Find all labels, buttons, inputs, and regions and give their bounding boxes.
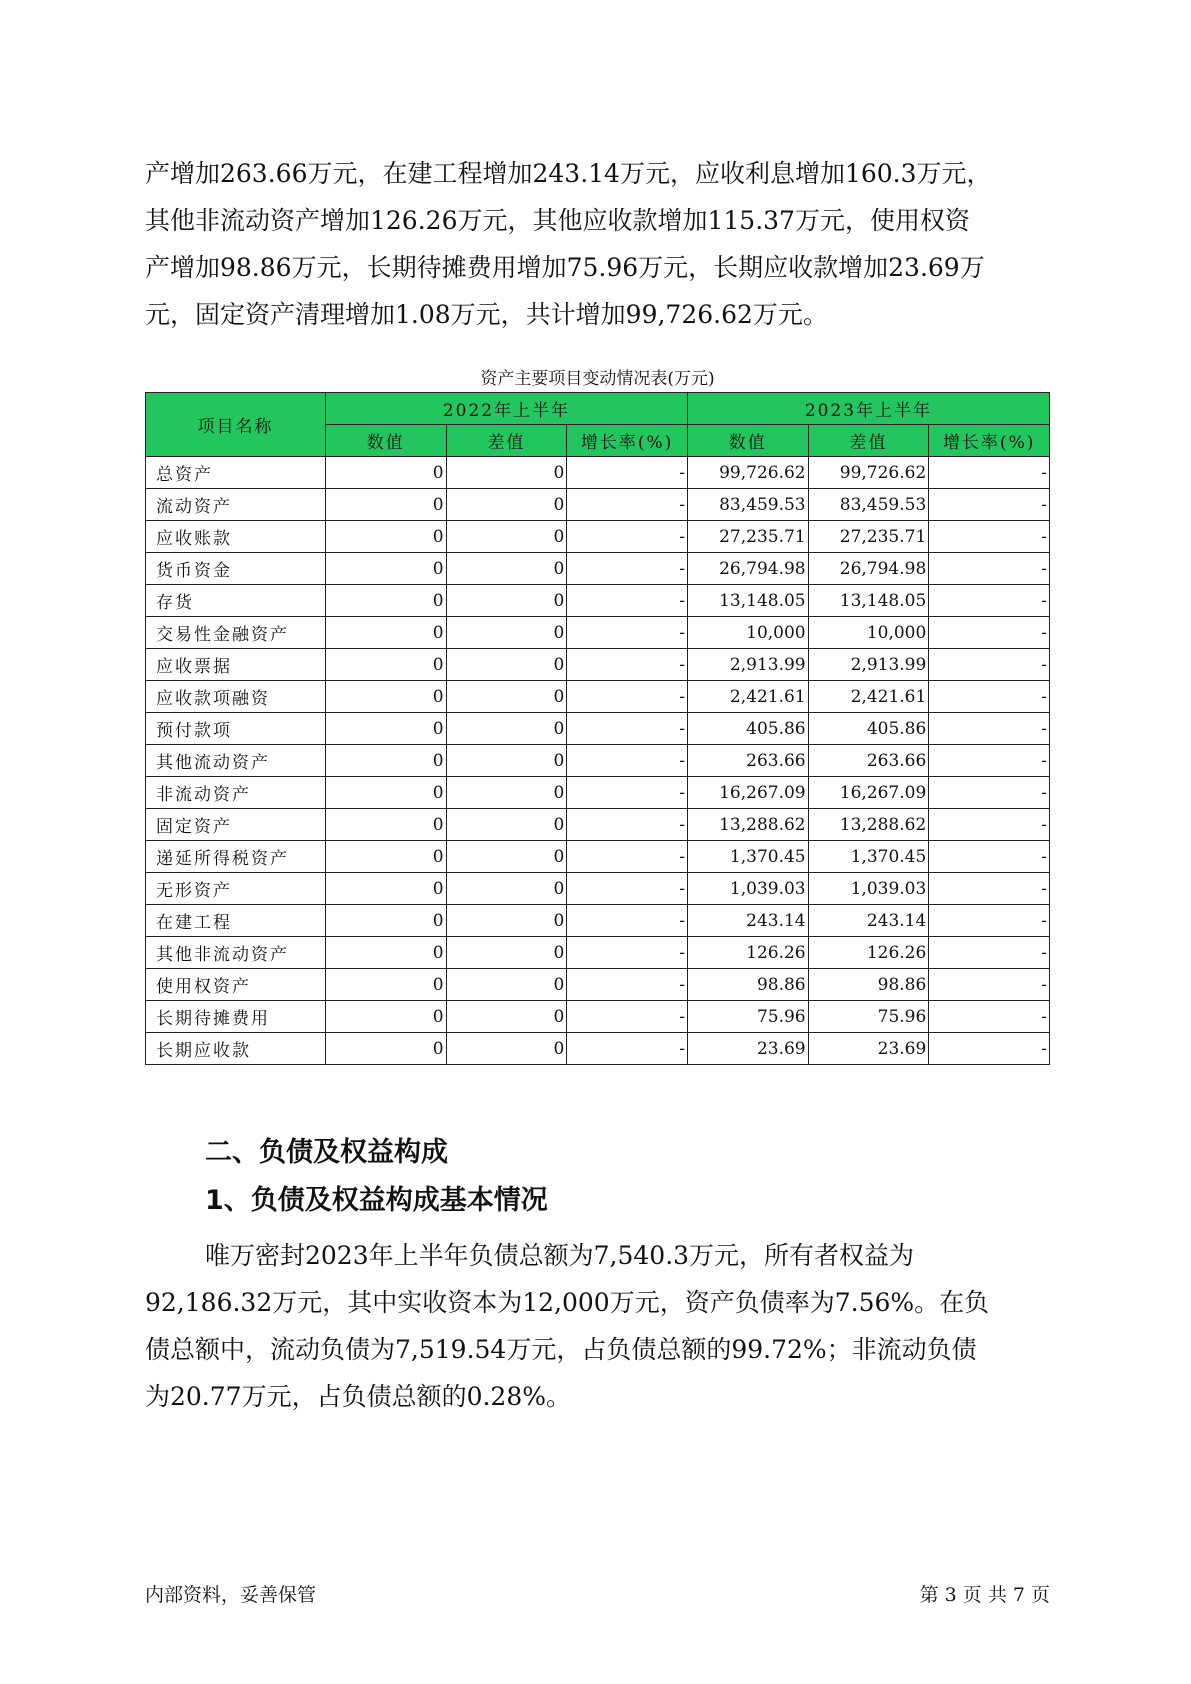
row-growth-2022: -	[567, 841, 688, 873]
row-growth-2022: -	[567, 649, 688, 681]
table-row	[146, 841, 1050, 873]
table-row	[146, 681, 1050, 713]
table-row	[146, 649, 1050, 681]
row-growth-2023: -	[929, 873, 1050, 905]
row-growth-2022: -	[567, 937, 688, 969]
row-diff-2022: 0	[446, 649, 567, 681]
row-value-2022: 0	[325, 521, 446, 553]
header-value: 数值	[325, 425, 446, 457]
row-value-2022: 0	[325, 905, 446, 937]
row-value-2023: 23.69	[687, 1033, 808, 1065]
row-diff-2023: 126.26	[808, 937, 929, 969]
table-row	[146, 553, 1050, 585]
row-diff-2022: 0	[446, 1001, 567, 1033]
row-value-2022: 0	[325, 585, 446, 617]
row-item-name: 长期待摊费用	[146, 1001, 326, 1033]
liability-line: 为20.77万元，占负债总额的0.28%。	[145, 1382, 571, 1411]
row-growth-2023: -	[929, 457, 1050, 489]
intro-line: 其他非流动资产增加126.26万元，其他应收款增加115.37万元，使用权资	[145, 206, 970, 235]
row-diff-2022: 0	[446, 489, 567, 521]
row-growth-2022: -	[567, 489, 688, 521]
intro-paragraph	[145, 150, 1050, 338]
row-diff-2022: 0	[446, 521, 567, 553]
row-growth-2022: -	[567, 457, 688, 489]
row-diff-2022: 0	[446, 1033, 567, 1065]
row-value-2022: 0	[325, 489, 446, 521]
row-growth-2022: -	[567, 777, 688, 809]
row-diff-2022: 0	[446, 905, 567, 937]
row-item-name: 无形资产	[146, 873, 326, 905]
row-growth-2023: -	[929, 713, 1050, 745]
row-value-2022: 0	[325, 617, 446, 649]
table-row	[146, 1033, 1050, 1065]
row-value-2023: 16,267.09	[687, 777, 808, 809]
row-diff-2023: 23.69	[808, 1033, 929, 1065]
row-diff-2023: 75.96	[808, 1001, 929, 1033]
row-diff-2023: 16,267.09	[808, 777, 929, 809]
row-diff-2022: 0	[446, 841, 567, 873]
row-diff-2022: 0	[446, 777, 567, 809]
row-diff-2022: 0	[446, 937, 567, 969]
row-diff-2023: 26,794.98	[808, 553, 929, 585]
intro-line: 产增加98.86万元，长期待摊费用增加75.96万元，长期应收款增加23.69万	[145, 253, 985, 282]
row-growth-2023: -	[929, 617, 1050, 649]
row-item-name: 长期应收款	[146, 1033, 326, 1065]
header-value: 数值	[687, 425, 808, 457]
footer-confidential-note: 内部资料，妥善保管	[145, 1584, 317, 1606]
row-growth-2022: -	[567, 617, 688, 649]
table-row	[146, 713, 1050, 745]
row-item-name: 应收款项融资	[146, 681, 326, 713]
row-item-name: 在建工程	[146, 905, 326, 937]
table-caption: 资产主要项目变动情况表(万元)	[480, 369, 715, 389]
row-growth-2023: -	[929, 489, 1050, 521]
row-diff-2023: 27,235.71	[808, 521, 929, 553]
row-growth-2023: -	[929, 937, 1050, 969]
row-diff-2023: 99,726.62	[808, 457, 929, 489]
row-diff-2023: 1,039.03	[808, 873, 929, 905]
row-growth-2022: -	[567, 553, 688, 585]
row-value-2022: 0	[325, 809, 446, 841]
row-item-name: 固定资产	[146, 809, 326, 841]
footer-page-number: 第 3 页 共 7 页	[919, 1584, 1050, 1606]
row-value-2022: 0	[325, 841, 446, 873]
table-row	[146, 745, 1050, 777]
row-value-2023: 405.86	[687, 713, 808, 745]
header-growth: 增长率(%)	[567, 425, 688, 457]
row-diff-2022: 0	[446, 681, 567, 713]
row-growth-2023: -	[929, 1001, 1050, 1033]
table-row	[146, 873, 1050, 905]
row-value-2023: 98.86	[687, 969, 808, 1001]
row-diff-2023: 13,288.62	[808, 809, 929, 841]
row-growth-2023: -	[929, 809, 1050, 841]
table-row	[146, 1001, 1050, 1033]
header-period-2022: 2022年上半年	[325, 393, 687, 425]
row-diff-2023: 243.14	[808, 905, 929, 937]
row-value-2022: 0	[325, 937, 446, 969]
row-item-name: 其他流动资产	[146, 745, 326, 777]
row-growth-2023: -	[929, 1033, 1050, 1065]
row-growth-2023: -	[929, 745, 1050, 777]
row-growth-2022: -	[567, 745, 688, 777]
row-item-name: 总资产	[146, 457, 326, 489]
row-diff-2023: 2,421.61	[808, 681, 929, 713]
row-item-name: 其他非流动资产	[146, 937, 326, 969]
intro-line: 元，固定资产清理增加1.08万元，共计增加99,726.62万元。	[145, 300, 828, 329]
row-value-2022: 0	[325, 777, 446, 809]
liability-line: 债总额中，流动负债为7,519.54万元，占负债总额的99.72%；非流动负债	[145, 1335, 977, 1364]
header-diff: 差值	[446, 425, 567, 457]
row-growth-2023: -	[929, 585, 1050, 617]
table-row	[146, 457, 1050, 489]
table-row	[146, 521, 1050, 553]
table-row	[146, 617, 1050, 649]
row-value-2023: 83,459.53	[687, 489, 808, 521]
row-value-2023: 27,235.71	[687, 521, 808, 553]
row-growth-2023: -	[929, 681, 1050, 713]
liability-line: 唯万密封2023年上半年负债总额为7,540.3万元，所有者权益为	[205, 1241, 915, 1270]
row-value-2023: 243.14	[687, 905, 808, 937]
row-growth-2022: -	[567, 585, 688, 617]
row-item-name: 存货	[146, 585, 326, 617]
row-diff-2022: 0	[446, 969, 567, 1001]
row-value-2022: 0	[325, 649, 446, 681]
section-heading: 二、负债及权益构成	[205, 1137, 448, 1168]
row-diff-2022: 0	[446, 585, 567, 617]
row-growth-2022: -	[567, 809, 688, 841]
row-value-2023: 2,913.99	[687, 649, 808, 681]
row-growth-2023: -	[929, 553, 1050, 585]
table-row	[146, 777, 1050, 809]
row-value-2023: 1,039.03	[687, 873, 808, 905]
row-diff-2022: 0	[446, 553, 567, 585]
liability-line: 92,186.32万元，其中实收资本为12,000万元，资产负债率为7.56%。在负	[145, 1288, 990, 1317]
row-growth-2022: -	[567, 713, 688, 745]
row-growth-2022: -	[567, 1001, 688, 1033]
row-growth-2023: -	[929, 777, 1050, 809]
row-diff-2022: 0	[446, 809, 567, 841]
table-body	[146, 457, 1050, 1065]
row-item-name: 流动资产	[146, 489, 326, 521]
table-row	[146, 585, 1050, 617]
header-item-name: 项目名称	[146, 393, 326, 457]
row-growth-2022: -	[567, 521, 688, 553]
table-row	[146, 937, 1050, 969]
table-row	[146, 969, 1050, 1001]
row-value-2022: 0	[325, 873, 446, 905]
header-growth: 增长率(%)	[929, 425, 1050, 457]
row-item-name: 使用权资产	[146, 969, 326, 1001]
asset-change-table	[145, 392, 1050, 1065]
row-diff-2023: 2,913.99	[808, 649, 929, 681]
row-growth-2023: -	[929, 969, 1050, 1001]
intro-line: 产增加263.66万元，在建工程增加243.14万元，应收利息增加160.3万元，	[145, 159, 992, 188]
row-item-name: 交易性金融资产	[146, 617, 326, 649]
row-diff-2022: 0	[446, 873, 567, 905]
row-diff-2023: 1,370.45	[808, 841, 929, 873]
row-diff-2023: 10,000	[808, 617, 929, 649]
row-value-2023: 126.26	[687, 937, 808, 969]
row-value-2023: 75.96	[687, 1001, 808, 1033]
row-item-name: 递延所得税资产	[146, 841, 326, 873]
row-value-2023: 2,421.61	[687, 681, 808, 713]
header-period-2023: 2023年上半年	[687, 393, 1049, 425]
row-growth-2023: -	[929, 905, 1050, 937]
table-row	[146, 905, 1050, 937]
row-value-2023: 13,288.62	[687, 809, 808, 841]
row-value-2022: 0	[325, 1033, 446, 1065]
row-item-name: 货币资金	[146, 553, 326, 585]
row-diff-2023: 263.66	[808, 745, 929, 777]
row-diff-2022: 0	[446, 713, 567, 745]
row-value-2023: 13,148.05	[687, 585, 808, 617]
header-diff: 差值	[808, 425, 929, 457]
row-value-2023: 26,794.98	[687, 553, 808, 585]
row-item-name: 非流动资产	[146, 777, 326, 809]
row-value-2023: 263.66	[687, 745, 808, 777]
row-value-2022: 0	[325, 553, 446, 585]
row-diff-2022: 0	[446, 457, 567, 489]
table-row	[146, 489, 1050, 521]
row-growth-2022: -	[567, 969, 688, 1001]
row-diff-2022: 0	[446, 617, 567, 649]
row-diff-2022: 0	[446, 745, 567, 777]
row-growth-2023: -	[929, 841, 1050, 873]
row-value-2023: 99,726.62	[687, 457, 808, 489]
row-value-2022: 0	[325, 681, 446, 713]
row-growth-2023: -	[929, 649, 1050, 681]
row-diff-2023: 405.86	[808, 713, 929, 745]
row-value-2023: 1,370.45	[687, 841, 808, 873]
row-value-2022: 0	[325, 969, 446, 1001]
sub-heading: 1、负债及权益构成基本情况	[205, 1185, 548, 1216]
row-growth-2022: -	[567, 681, 688, 713]
row-diff-2023: 98.86	[808, 969, 929, 1001]
row-value-2022: 0	[325, 745, 446, 777]
row-item-name: 预付款项	[146, 713, 326, 745]
table-header-row	[146, 393, 1050, 425]
row-growth-2022: -	[567, 1033, 688, 1065]
row-item-name: 应收账款	[146, 521, 326, 553]
liability-paragraph	[145, 1232, 1050, 1420]
row-value-2023: 10,000	[687, 617, 808, 649]
row-growth-2022: -	[567, 873, 688, 905]
row-value-2022: 0	[325, 457, 446, 489]
row-diff-2023: 83,459.53	[808, 489, 929, 521]
row-diff-2023: 13,148.05	[808, 585, 929, 617]
row-value-2022: 0	[325, 1001, 446, 1033]
row-value-2022: 0	[325, 713, 446, 745]
row-growth-2022: -	[567, 905, 688, 937]
row-growth-2023: -	[929, 521, 1050, 553]
row-item-name: 应收票据	[146, 649, 326, 681]
table-row	[146, 809, 1050, 841]
